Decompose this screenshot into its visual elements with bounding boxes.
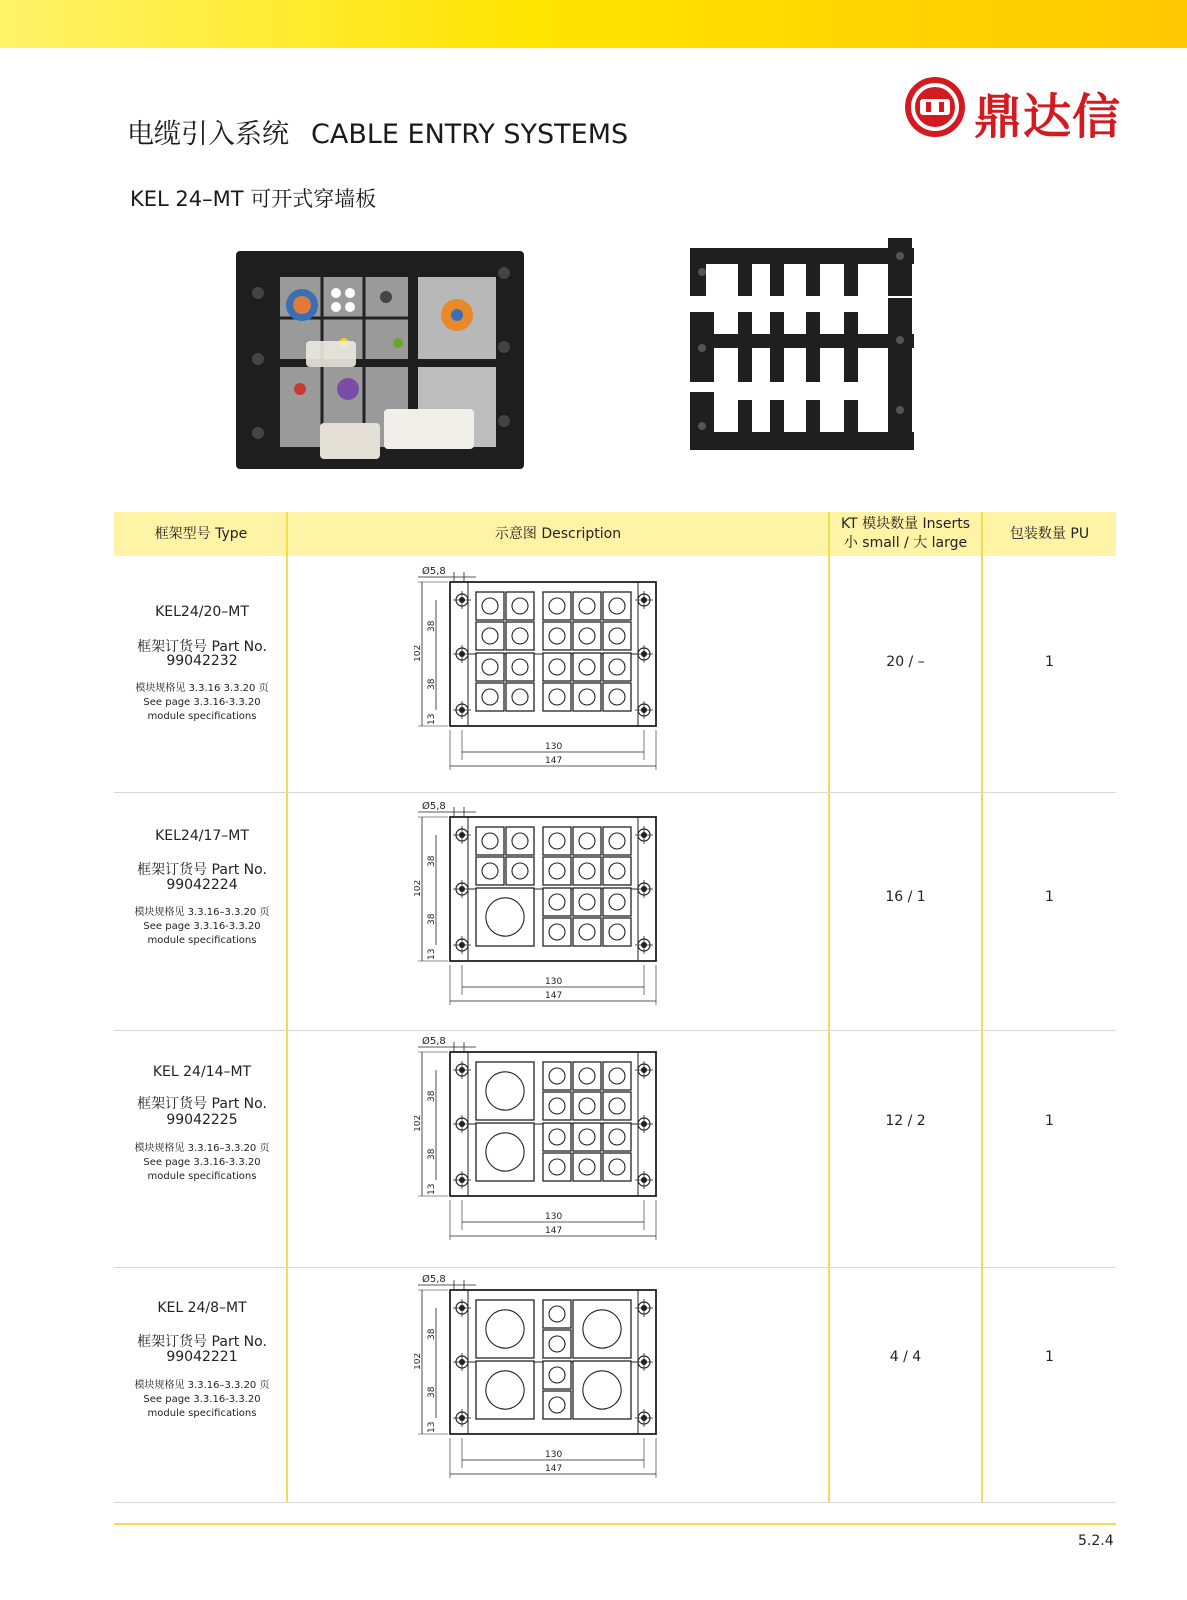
spec-note-en: module specifications	[147, 1408, 257, 1419]
dim-segment-label: 38	[427, 678, 437, 690]
type-cell	[114, 793, 290, 1031]
dim-outer-width-label: 147	[545, 1464, 563, 1474]
spec-note-en: See page 3.3.16-3.3.20	[143, 697, 261, 708]
model-name: KEL24/17–MT	[155, 828, 249, 844]
col-header-inserts-line1: KT 模块数量 Inserts	[841, 516, 970, 532]
dim-outer-width-label: 147	[545, 1226, 563, 1236]
frame-assembled-photo	[236, 243, 526, 475]
part-number: 99042221	[166, 1349, 238, 1365]
dim-segment-label: 38	[427, 1148, 437, 1160]
model-name: KEL 24/8–MT	[157, 1300, 247, 1316]
col-header-pu: 包装数量 PU	[1009, 525, 1090, 542]
dim-height-label: 102	[414, 644, 423, 662]
model-name: KEL 24/14–MT	[152, 1064, 252, 1080]
pu-count: 1	[1045, 889, 1054, 905]
dim-edge-label: 13	[427, 1421, 437, 1433]
spec-note-en: See page 3.3.16-3.3.20	[143, 1394, 261, 1405]
product-table	[114, 512, 1116, 1502]
hole-diameter-label: Ø5,8	[422, 801, 446, 812]
col-header-inserts	[830, 512, 981, 556]
dim-outer-width-label: 147	[545, 991, 563, 1001]
product-subtitle: KEL 24–MT 可开式穿墙板	[130, 187, 377, 211]
part-no-label: 框架订货号 Part No.	[137, 862, 267, 878]
dim-edge-label: 13	[427, 1183, 437, 1195]
page-number: 5.2.4	[1078, 1533, 1114, 1549]
part-no-label: 框架订货号 Part No.	[137, 1096, 267, 1112]
hole-diameter-label: Ø5,8	[422, 1036, 446, 1047]
spec-note-en: module specifications	[147, 935, 257, 946]
page-title-cn: 电缆引入系统	[127, 119, 289, 150]
inserts-count: 4 / 4	[889, 1349, 922, 1365]
dim-segment-label: 38	[427, 1328, 437, 1340]
frame-drawing	[414, 564, 674, 774]
inserts-count: 12 / 2	[885, 1113, 926, 1129]
frame-drawing	[414, 799, 674, 1009]
inserts-count: 16 / 1	[885, 889, 926, 905]
table-row	[114, 1031, 1116, 1269]
inserts-count: 20 / –	[886, 654, 925, 670]
hole-diameter-label: Ø5,8	[422, 566, 446, 577]
dim-inner-width-label: 130	[545, 1212, 563, 1222]
pu-count: 1	[1045, 1113, 1054, 1129]
col-header-inserts-line2: 小 small / 大 large	[843, 535, 968, 551]
dim-segment-label: 38	[427, 1090, 437, 1102]
dim-inner-width-label: 130	[545, 742, 563, 752]
footer-rule	[114, 1523, 1116, 1525]
dim-outer-width-label: 147	[545, 756, 563, 766]
dim-inner-width-label: 130	[545, 977, 563, 987]
table-row	[114, 1268, 1116, 1506]
spec-note-cn: 模块规格见 3.3.16 3.3.20 页	[135, 683, 269, 694]
dim-edge-label: 13	[427, 948, 437, 960]
page-title-en: CABLE ENTRY SYSTEMS	[311, 119, 629, 150]
part-number: 99042224	[166, 877, 238, 893]
dim-segment-label: 38	[427, 855, 437, 867]
pu-count: 1	[1045, 1349, 1054, 1365]
dim-segment-label: 38	[427, 913, 437, 925]
col-header-type: 框架型号 Type	[154, 525, 248, 542]
frame-drawing	[414, 1272, 674, 1482]
spec-note-cn: 模块规格见 3.3.16–3.3.20 页	[134, 1380, 270, 1391]
spec-note-cn: 模块规格见 3.3.16–3.3.20 页	[134, 907, 270, 918]
part-number: 99042232	[166, 653, 238, 669]
frame-drawing	[414, 1034, 674, 1244]
part-no-label: 框架订货号 Part No.	[137, 639, 267, 655]
type-cell	[114, 1031, 290, 1269]
top-color-bar	[0, 0, 1187, 48]
spec-note-en: See page 3.3.16-3.3.20	[143, 1157, 261, 1168]
dim-height-label: 102	[414, 879, 423, 897]
part-no-label: 框架订货号 Part No.	[137, 1334, 267, 1350]
spec-note-cn: 模块规格见 3.3.16–3.3.20 页	[134, 1143, 270, 1154]
brand-emblem-icon	[902, 74, 968, 140]
model-name: KEL24/20–MT	[155, 604, 249, 620]
spec-note-en: See page 3.3.16-3.3.20	[143, 921, 261, 932]
brand-logo	[902, 74, 1132, 145]
table-row	[114, 793, 1116, 1031]
type-cell	[114, 1268, 290, 1506]
pu-count: 1	[1045, 654, 1054, 670]
dim-edge-label: 13	[427, 713, 437, 725]
spec-note-en: module specifications	[147, 711, 257, 722]
frame-parts-photo	[688, 232, 918, 454]
dim-inner-width-label: 130	[545, 1450, 563, 1460]
dim-height-label: 102	[414, 1114, 423, 1132]
dim-segment-label: 38	[427, 1386, 437, 1398]
hole-diameter-label: Ø5,8	[422, 1274, 446, 1285]
dim-height-label: 102	[414, 1352, 423, 1370]
type-cell	[114, 556, 290, 794]
table-row	[114, 556, 1116, 794]
page-title	[127, 112, 628, 151]
spec-note-en: module specifications	[147, 1171, 257, 1182]
table-header	[114, 512, 1116, 556]
dim-segment-label: 38	[427, 620, 437, 632]
brand-name: 鼎达信	[974, 89, 1122, 145]
col-header-description: 示意图 Description	[494, 525, 622, 542]
part-number: 99042225	[166, 1112, 238, 1128]
